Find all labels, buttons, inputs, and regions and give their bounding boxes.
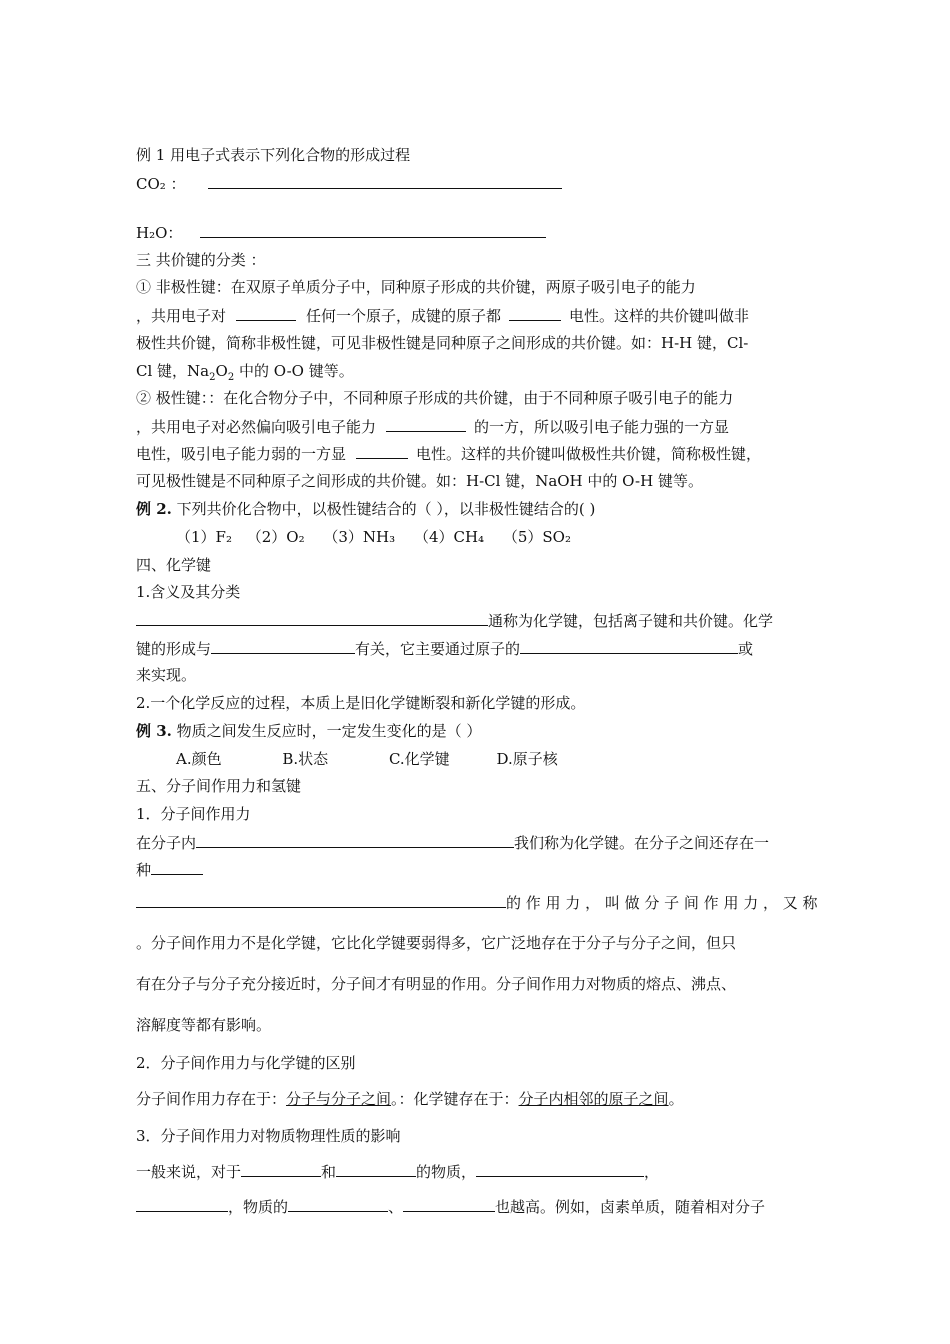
option-f2[interactable]: （1）F₂: [176, 528, 232, 546]
polar-blank-1[interactable]: [386, 416, 466, 432]
generally-blank-1[interactable]: [241, 1161, 321, 1177]
example-2: 例 2. 下列共价化合物中，以极性键结合的（ ），以非极性键结合的( ): [136, 500, 596, 518]
section-4-sub-2: 2.一个化学反应的过程，本质上是旧化学键断裂和新化学键的形成。: [136, 694, 586, 712]
nonpolar-line-1: ① 非极性键：在双原子单质分子中，同种原子形成的共价键，两原子吸引电子的能力: [136, 278, 696, 296]
nonpolar-line-3: 极性共价键，简称非极性键，可见非极性键是同种原子之间形成的共价键。如：H-H 键，Cl-: [136, 334, 749, 352]
intermolecular-line-6: 溶解度等都有影响。: [136, 1016, 272, 1034]
intermolecular-line-3: 的 作 用 力 ， 叫 做 分 子 间 作 用 力 ， 又 称: [136, 892, 818, 913]
difference-line: 分子间作用力存在于：分子与分子之间。：化学键存在于：分子内相邻的原子之间。: [136, 1090, 684, 1108]
example-2-options: [176, 527, 571, 547]
co2-label: CO₂ ：: [136, 175, 186, 193]
co2-line: [136, 173, 562, 194]
chem-bond-line-2: 键的形成与 有关，它主要通过原子的 或: [136, 640, 754, 658]
nonpolar-blank-2[interactable]: [509, 305, 561, 321]
generally-line-1: 一般来说，对于 和 的物质， ，: [136, 1163, 660, 1181]
h2o-line: [136, 222, 546, 243]
section-4-heading: 四、化学键: [136, 556, 212, 574]
example-2-label: 例 2.: [136, 500, 172, 518]
option-nh3[interactable]: （3）NH₃: [323, 528, 396, 546]
section-4-sub-1: 1.含义及其分类: [136, 583, 241, 601]
generally-blank-6[interactable]: [403, 1196, 495, 1212]
option-o2[interactable]: （2）O₂: [246, 528, 305, 546]
example-3: 例 3. 物质之间发生反应时，一定发生变化的是（ ）: [136, 722, 482, 740]
intermolecular-line-4: 。分子间作用力不是化学键，它比化学键要弱得多，它广泛地存在于分子与分子之间，但只: [136, 934, 737, 952]
option-so2[interactable]: （5）SO₂: [502, 528, 571, 546]
nonpolar-blank-1[interactable]: [236, 305, 296, 321]
co2-blank[interactable]: [208, 173, 562, 189]
intermolecular-blank-3[interactable]: [136, 892, 506, 908]
section-5-sub-2: 2．分子间作用力与化学键的区别: [136, 1054, 356, 1072]
example-3-label: 例 3.: [136, 722, 172, 740]
nonpolar-line-4: Cl 键，$Na_2O_2$ 中的 O-O 键等。: [136, 362, 354, 383]
h2o-blank[interactable]: [200, 222, 546, 238]
chem-bond-line-1: 通称为化学键，包括离子键和共价键。化学: [136, 610, 773, 631]
option-c[interactable]: C.化学键: [388, 750, 450, 768]
intermolecular-blank-2[interactable]: [151, 859, 203, 875]
generally-blank-4[interactable]: [136, 1196, 228, 1212]
chem-bond-blank-3[interactable]: [520, 638, 738, 654]
generally-blank-3[interactable]: [476, 1161, 644, 1177]
intermolecular-line-2: 种: [136, 859, 203, 880]
chem-bond-line-3: 来实现。: [136, 666, 197, 684]
polar-line-2: ，共用电子对必然偏向吸引电子能力 的一方，所以吸引电子能力强的一方显: [136, 418, 730, 436]
polar-line-1: ② 极性键：：在化合物分子中，不同种原子形成的共价键，由于不同种原子吸引电子的能力: [136, 389, 734, 407]
section-5-heading: 五、分子间作用力和氢键: [136, 777, 302, 795]
section-3-heading: 三 共价键的分类 ：: [136, 251, 266, 269]
section-5-sub-1: 1．分子间作用力: [136, 805, 251, 823]
option-a[interactable]: A.颜色: [176, 750, 222, 768]
generally-blank-2[interactable]: [336, 1161, 416, 1177]
h2o-label: H₂O：: [136, 224, 183, 242]
chem-bond-blank-1[interactable]: [136, 610, 488, 626]
answer-within-molecule: 分子内相邻的原子之间: [518, 1090, 669, 1108]
option-b[interactable]: B.状态: [282, 750, 329, 768]
polar-line-3: 电性，吸引电子能力弱的一方显 电性。这样的共价键叫做极性共价键，简称极性键，: [136, 445, 762, 463]
polar-line-4: 可见极性键是不同种原子之间形成的共价键。如：H-Cl 键，NaOH 中的 O-H 键等。: [136, 472, 703, 490]
chem-bond-blank-2[interactable]: [211, 638, 355, 654]
nonpolar-line-2: ，共用电子对 任何一个原子，成键的原子都 电性。这样的共价键叫做非: [136, 307, 750, 325]
answer-between-molecules: 分子与分子之间: [286, 1090, 392, 1108]
section-5-sub-3: 3．分子间作用力对物质物理性质的影响: [136, 1127, 401, 1145]
intermolecular-line-5: 有在分子与分子充分接近时，分子间才有明显的作用。分子间作用力对物质的熔点、沸点、: [136, 975, 737, 993]
generally-line-2: ，物质的 、 也越高。例如，卤素单质，随着相对分子: [136, 1196, 765, 1217]
polar-blank-2[interactable]: [356, 443, 408, 459]
intermolecular-line-1: 在分子内 我们称为化学键。在分子之间还存在一: [136, 834, 770, 852]
option-d[interactable]: D.原子核: [496, 750, 558, 768]
option-ch4[interactable]: （4）CH₄: [413, 528, 485, 546]
example-1-title: 例 1 用电子式表示下列化合物的形成过程: [136, 146, 411, 164]
intermolecular-blank-1[interactable]: [196, 832, 514, 848]
generally-blank-5[interactable]: [288, 1196, 388, 1212]
example-3-options: [176, 749, 558, 769]
